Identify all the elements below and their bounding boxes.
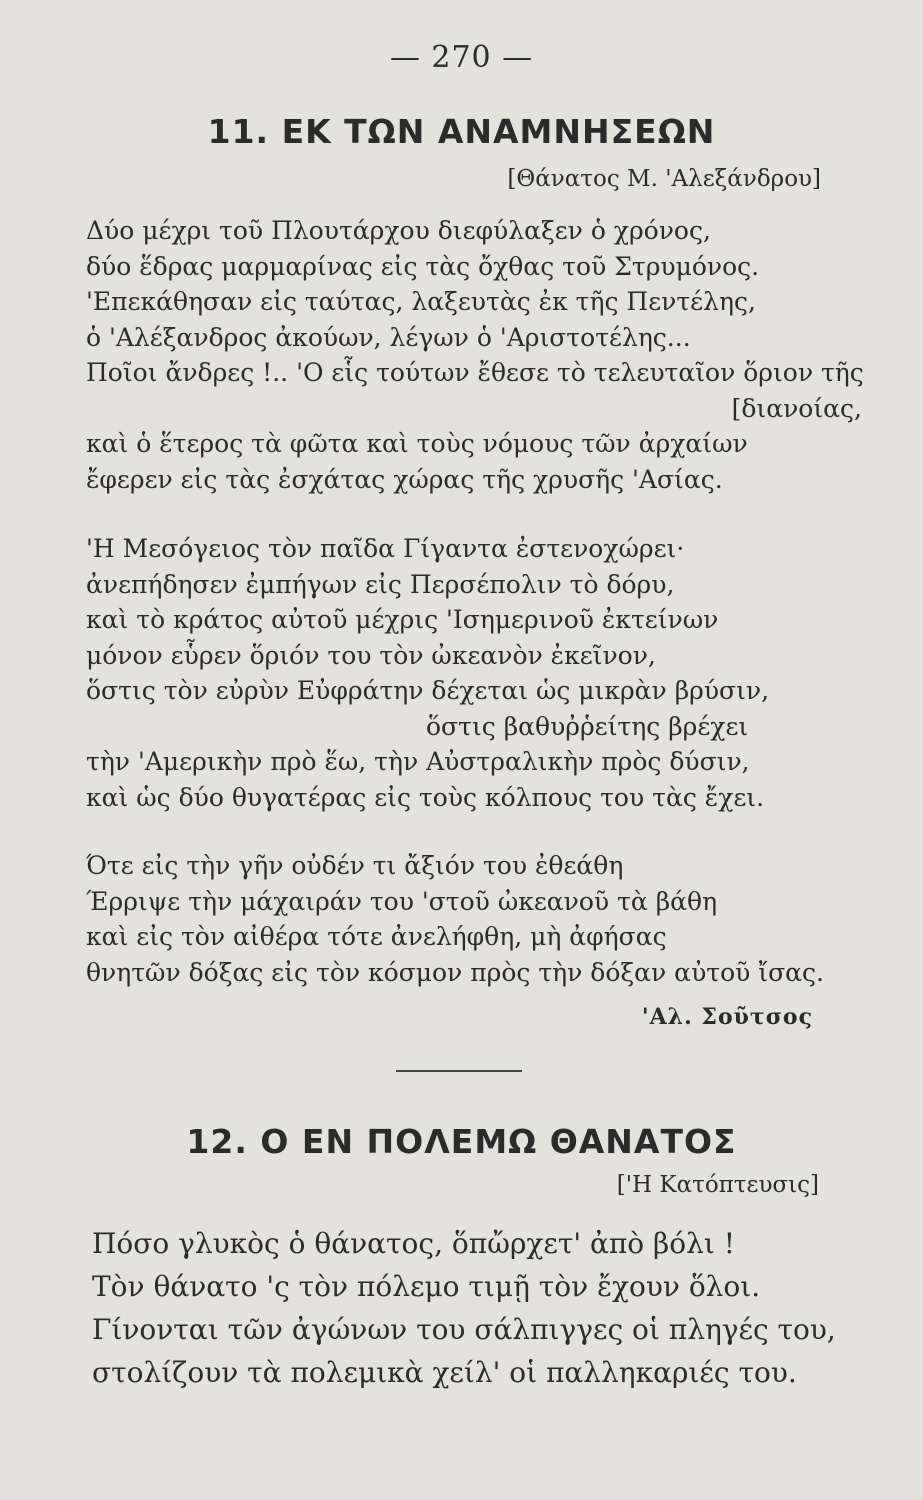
stanza-3 [86,848,866,990]
verse-line: Γίνονται τῶν ἀγώνων του σάλπιγγες οἱ πληγές του, [92,1313,836,1346]
verse-line: καὶ τὸ κράτος αὐτοῦ μέχρις 'Ισημερινοῦ ἐκτείνων [86,605,719,634]
verse-line: στολίζουν τὰ πολεμικὰ χείλ' οἱ παλληκαριές του. [92,1356,797,1389]
section-heading-12: 12. Ο ΕΝ ΠΟΛΕΜΩ ΘΑΝΑΤΟΣ [186,1122,737,1161]
verse-line-continuation: [διανοίας, [731,393,862,423]
verse-line: μόνον εὗρεν ὅριόν του τὸν ὠκεανὸν ἐκεῖνον, [86,640,656,670]
page-number: — 270 — [389,40,534,75]
verse-line: Ποῖοι ἄνδρες !.. 'Ο εἷς τούτων ἔθεσε τὸ τελευταῖον ὅριον τῆς [86,358,864,387]
verse-line: καὶ ὁ ἕτερος τὰ φῶτα καὶ τοὺς νόμους τῶν ἀρχαίων [86,429,748,458]
verse-line-indented: ὅστις βαθυῤῥείτης βρέχει [426,711,749,741]
verse-line: καὶ ὡς δύο θυγατέρας εἰς τοὺς κόλπους του τὰς ἔχει. [86,782,765,812]
verse-line: ἔφερεν εἰς τὰς ἐσχάτας χώρας τῆς χρυσῆς 'Ασίας. [86,464,723,494]
verse-line: ὅστις τὸν εὐρὺν Εὐφράτην δέχεται ὡς μικρὰν βρύσιν, [86,676,770,705]
verse-line: Πόσο γλυκὸς ὁ θάνατος, ὅπὤρχετ' ἀπὸ βόλι ! [92,1227,735,1260]
verse-line: τὴν 'Αμερικὴν πρὸ ἕω, τὴν Αὐστραλικὴν πρὸς δύσιν, [86,747,750,776]
verse-line: ὁ 'Αλέξανδρος ἀκούων, λέγων ὁ 'Αριστοτέλης... [86,322,691,352]
verse-line: 'Επεκάθησαν εἰς ταύτας, λαξευτὰς ἐκ τῆς Πεντέλης, [86,287,756,316]
stanza-1 [86,213,866,497]
verse-line: Τὸν θάνατο 'ς τὸν πόλεμο τιμῇ τὸν ἔχουν ὅλοι. [92,1270,761,1303]
verse-line: καὶ εἰς τὸν αἰθέρα τότε ἀνελήφθη, μὴ ἀφήσας [86,922,667,951]
section-heading-11: 11. ΕΚ ΤΩΝ ΑΝΑΜΝΗΣΕΩΝ [207,112,716,151]
verse-line: 'Η Μεσόγειος τὸν παῖδα Γίγαντα ἐστενοχώρει· [86,534,685,563]
verse-line: Έρριψε τὴν μάχαιράν του 'στοῦ ὠκεανοῦ τὰ βάθη [86,886,718,916]
verse-line: ἀνεπήδησεν ἐμπήγων εἰς Περσέπολιν τὸ δόρυ, [86,569,675,599]
stanza-4 [92,1222,872,1394]
section-divider [396,1070,522,1072]
author-signature: 'Αλ. Σοῦτσος [641,1004,813,1030]
verse-line: θνητῶν δόξας εἰς τὸν κόσμον πρὸς τὴν δόξαν αὐτοῦ ἴσας. [86,957,824,987]
verse-line: δύο ἕδρας μαρμαρίνας εἰς τὰς ὄχθας τοῦ Στρυμόνος. [86,251,760,281]
verse-line: Ότε εἰς τὴν γῆν οὐδέν τι ἄξιόν του ἐθεάθη [86,851,624,880]
verse-line: Δύο μέχρι τοῦ Πλουτάρχου διεφύλαξεν ὁ χρόνος, [86,216,711,245]
stanza-2 [86,531,866,815]
section-source-11: [Θάνατος Μ. 'Αλεξάνδρου] [507,166,821,192]
section-source-12: ['Η Κατόπτευσις] [616,1172,819,1198]
